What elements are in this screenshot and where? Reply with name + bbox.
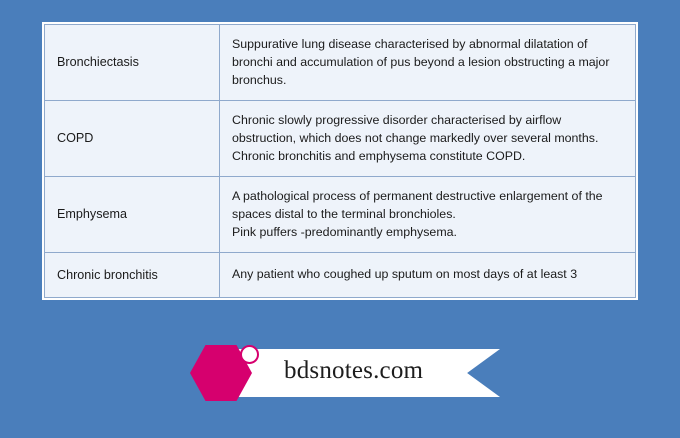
definitions-table-container [42,22,638,300]
definition-line: Any patient who coughed up sputum on most days of at least 3 [232,266,578,281]
term-cell: Bronchiectasis [45,25,220,101]
definition-line: Pink puffers -predominantly emphysema. [232,224,457,239]
term-cell: Emphysema [45,176,220,252]
definition-line: Chronic bronchitis and emphysema constitute COPD. [232,148,526,163]
definitions-table [44,24,636,298]
definition-line: Suppurative lung disease characterised by abnormal dilatation of bronchi and accumulation of pus beyond a lesion obstructing a major bronchus. [232,37,610,87]
definition-cell [220,252,636,297]
table-row [45,25,636,101]
circle-icon [240,345,259,364]
logo-text: bdsnotes.com [284,357,424,384]
definition-line: A pathological process of permanent destructive enlargement of the spaces distal to the terminal bronchioles. [232,188,603,221]
term-cell: Chronic bronchitis [45,252,220,297]
definition-line: Chronic slowly progressive disorder characterised by airflow obstruction, which does not change markedly over several months. [232,112,599,145]
table-row [45,100,636,176]
table-row [45,176,636,252]
table-row [45,252,636,297]
term-cell: COPD [45,100,220,176]
definition-cell [220,100,636,176]
site-logo [190,345,500,401]
definition-cell [220,176,636,252]
definition-cell [220,25,636,101]
